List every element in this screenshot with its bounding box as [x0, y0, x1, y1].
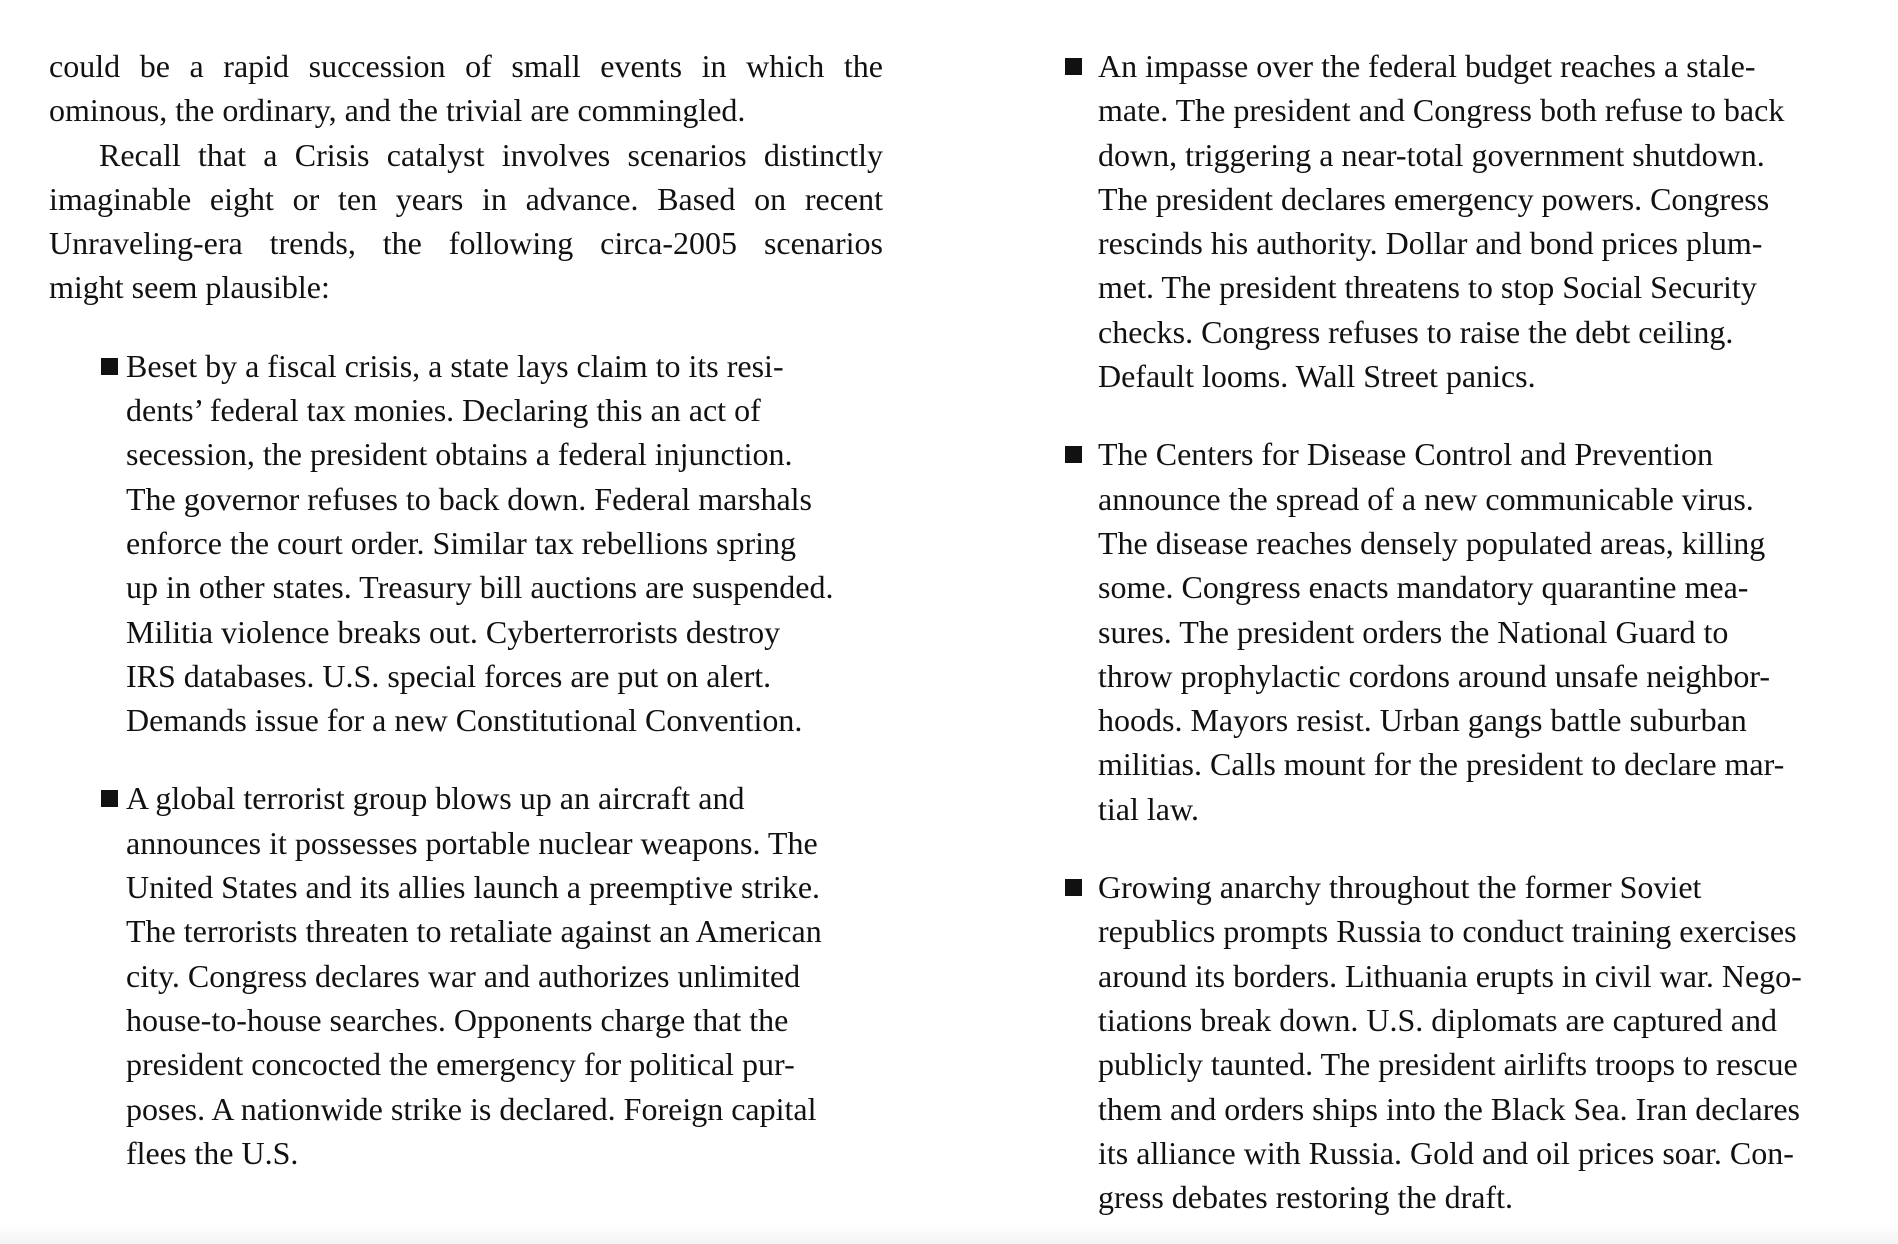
- scenario-bullet-virus: [1068, 432, 1858, 831]
- recall-paragraph: [49, 133, 883, 310]
- text-line: some. Congress enacts mandatory quarantine mea-: [1098, 569, 1749, 606]
- text-line: city. Congress declares war and authorizes unlimited: [126, 957, 801, 994]
- text-line: hoods. Mayors resist. Urban gangs battle suburban: [1098, 702, 1747, 739]
- square-bullet-icon: [1065, 58, 1082, 75]
- text-line: poses. A nationwide strike is declared. Foreign capital: [126, 1090, 817, 1127]
- scenario-bullet-budget-impasse: [1068, 44, 1858, 398]
- text-line: enforce the court order. Similar tax rebellions spring: [126, 524, 797, 561]
- text-line: Unraveling-era trends, the following circa-2005 scenarios: [49, 225, 883, 262]
- text-line: around its borders. Lithuania erupts in civil war. Nego-: [1098, 957, 1802, 994]
- text-line: announces it possesses portable nuclear weapons. The: [126, 824, 818, 861]
- text-line: them and orders ships into the Black Sea. Iran declares: [1098, 1090, 1800, 1127]
- text-line: IRS databases. U.S. special forces are put on alert.: [126, 657, 772, 694]
- text-line: The terrorists threaten to retaliate against an American: [126, 913, 822, 950]
- text-line: The governor refuses to back down. Federal marshals: [126, 480, 812, 517]
- text-line: down, triggering a near-total government shutdown.: [1098, 136, 1765, 173]
- square-bullet-icon: [1065, 446, 1082, 463]
- text-line: publicly taunted. The president airlifts troops to rescue: [1098, 1046, 1798, 1083]
- square-bullet-icon: [1065, 879, 1082, 896]
- text-line: sures. The president orders the National Guard to: [1098, 613, 1729, 650]
- scenario-bullet-terrorist: [49, 776, 883, 1175]
- text-line: Militia violence breaks out. Cyberterrorists destroy: [126, 613, 781, 650]
- text-line: tiations break down. U.S. diplomats are captured and: [1098, 1001, 1777, 1038]
- text-line: A global terrorist group blows up an aircraft and: [126, 780, 745, 817]
- text-line: Beset by a fiscal crisis, a state lays claim to its resi-: [126, 347, 784, 384]
- right-column: [1068, 44, 1858, 1219]
- text-line: its alliance with Russia. Gold and oil prices soar. Con-: [1098, 1134, 1794, 1171]
- text-line: Growing anarchy throughout the former Soviet: [1098, 869, 1702, 906]
- left-column: [49, 44, 883, 1175]
- text-line: The Centers for Disease Control and Prevention: [1098, 436, 1713, 473]
- text-line: checks. Congress refuses to raise the debt ceiling.: [1098, 313, 1734, 350]
- text-line: might seem plausible:: [49, 269, 330, 306]
- square-bullet-icon: [101, 790, 118, 807]
- text-line: rescinds his authority. Dollar and bond prices plum-: [1098, 225, 1763, 262]
- text-line: An impasse over the federal budget reaches a stale-: [1098, 48, 1756, 84]
- text-line: ominous, the ordinary, and the trivial are commingled.: [49, 92, 746, 129]
- text-line: mate. The president and Congress both refuse to back: [1098, 92, 1785, 129]
- scenario-bullet-soviet-anarchy: [1068, 865, 1858, 1219]
- text-line: Recall that a Crisis catalyst involves scenarios distinctly: [99, 136, 883, 173]
- intro-paragraph: [49, 44, 883, 133]
- text-line: flees the U.S.: [126, 1134, 299, 1171]
- text-line: The president declares emergency powers. Congress: [1098, 180, 1770, 217]
- text-line: could be a rapid succession of small events in which the: [49, 48, 883, 84]
- page-bottom-shadow: [0, 1224, 1898, 1244]
- text-line: United States and its allies launch a preemptive strike.: [126, 869, 821, 906]
- text-line: throw prophylactic cordons around unsafe neighbor-: [1098, 657, 1771, 694]
- text-line: imaginable eight or ten years in advance. Based on recent: [49, 180, 883, 217]
- text-line: house-to-house searches. Opponents charge that the: [126, 1001, 789, 1038]
- text-line: The disease reaches densely populated areas, killing: [1098, 524, 1766, 561]
- text-line: gress debates restoring the draft.: [1098, 1179, 1513, 1216]
- square-bullet-icon: [101, 358, 118, 375]
- text-line: announce the spread of a new communicable virus.: [1098, 480, 1754, 517]
- text-line: republics prompts Russia to conduct training exercises: [1098, 913, 1797, 950]
- text-line: Demands issue for a new Constitutional Convention.: [126, 702, 803, 739]
- text-line: militias. Calls mount for the president to declare mar-: [1098, 746, 1785, 783]
- scenario-bullet-fiscal-crisis: [49, 344, 883, 743]
- text-line: president concocted the emergency for political pur-: [126, 1046, 795, 1083]
- text-line: Default looms. Wall Street panics.: [1098, 358, 1536, 395]
- text-line: up in other states. Treasury bill auctions are suspended.: [126, 569, 834, 606]
- text-line: secession, the president obtains a federal injunction.: [126, 436, 793, 473]
- text-line: dents’ federal tax monies. Declaring this an act of: [126, 392, 761, 429]
- text-line: tial law.: [1098, 790, 1199, 827]
- text-line: met. The president threatens to stop Social Security: [1098, 269, 1757, 306]
